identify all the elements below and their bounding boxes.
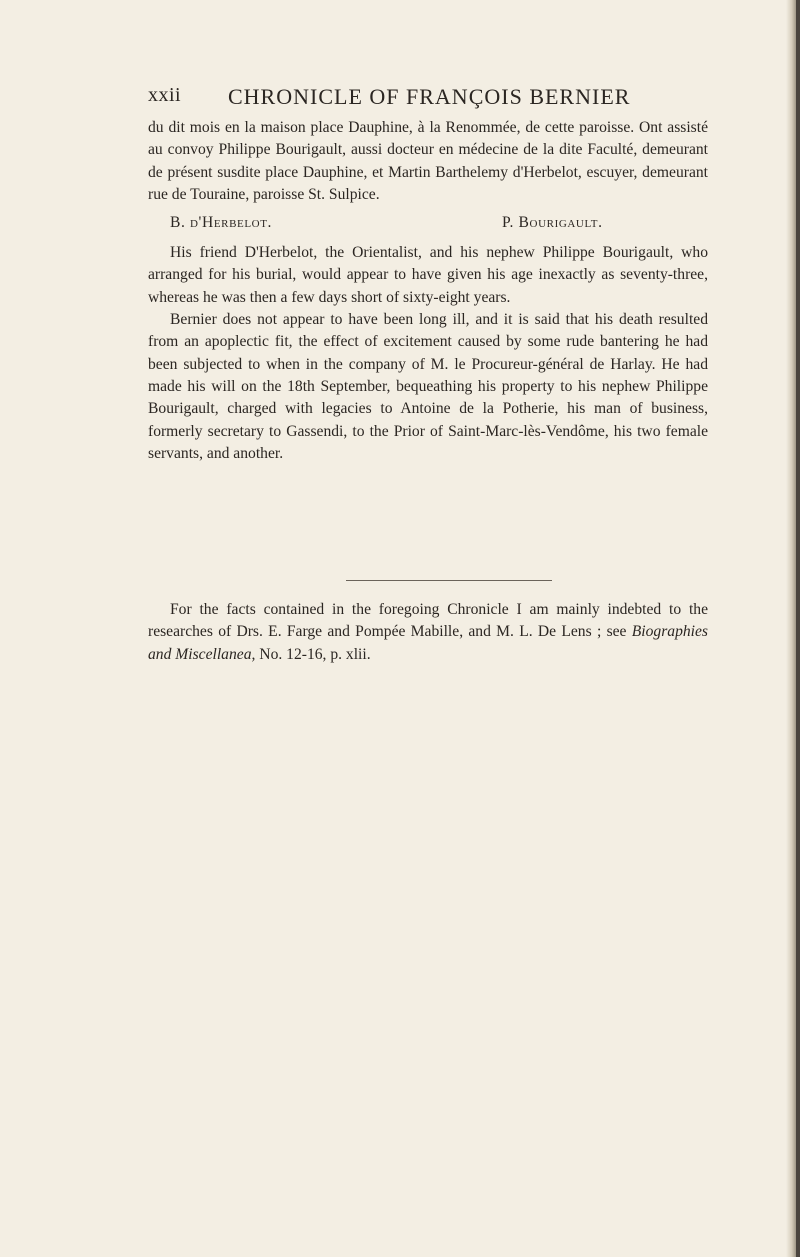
footnote-text-start: For the facts contained in the foregoing Chronicle I am mainly indebted to the researches of Drs. E. Farge and Pompée Mabille, and M. L. De Lens ; see [148, 601, 708, 641]
footnote-divider [346, 580, 552, 581]
footnote [148, 599, 708, 666]
paragraph-2: His friend D'Herbelot, the Orientalist, and his nephew Philippe Bourigault, who arranged for his burial, would appear to have given his age inexactly as seventy-three, whereas he was then a few days short of sixty-eight years. [148, 244, 708, 306]
signature-herbelot: B. d'Herbelot. [170, 214, 273, 232]
running-head [148, 84, 708, 114]
running-title: CHRONICLE OF FRANÇOIS BERNIER [228, 84, 631, 109]
page-binding-edge [796, 0, 800, 1257]
main-text [148, 117, 708, 465]
paragraph-3: Bernier does not appear to have been long ill, and it is said that his death resulted from an apoplectic fit, the effect of excitement caused by some rude bantering he had been subjected to when in the company of M. le Procureur-général de Harlay. He had made his will on the 18th September, bequeathing his property to his nephew Philippe Bourigault, charged with legacies to Antoine de la Potherie, his man of business, formerly secretary to Gassendi, to the Prior of Saint-Marc-lès-Vendôme, his two female servants, and another. [148, 311, 708, 462]
signature-bourigault: P. Bourigault. [502, 214, 603, 232]
footnote-title-italic: Biographies and Miscellanea, [148, 623, 708, 663]
page-number: xxii [148, 84, 182, 106]
footnote-text [148, 599, 708, 666]
footnote-text-end: No. 12-16, p. xlii. [255, 645, 371, 663]
signatures [148, 212, 708, 234]
paragraph-1: du dit mois en la maison place Dauphine, à la Renommée, de cette paroisse. Ont assisté au convoy Philippe Bourigault, aussi docteur en médecine de la dite Faculté, demeurant de présent susdite place Dauphine, et Martin Barthelemy d'Herbelot, escuyer, demeurant rue de Touraine, paroisse St. Sulpice. [148, 119, 708, 203]
